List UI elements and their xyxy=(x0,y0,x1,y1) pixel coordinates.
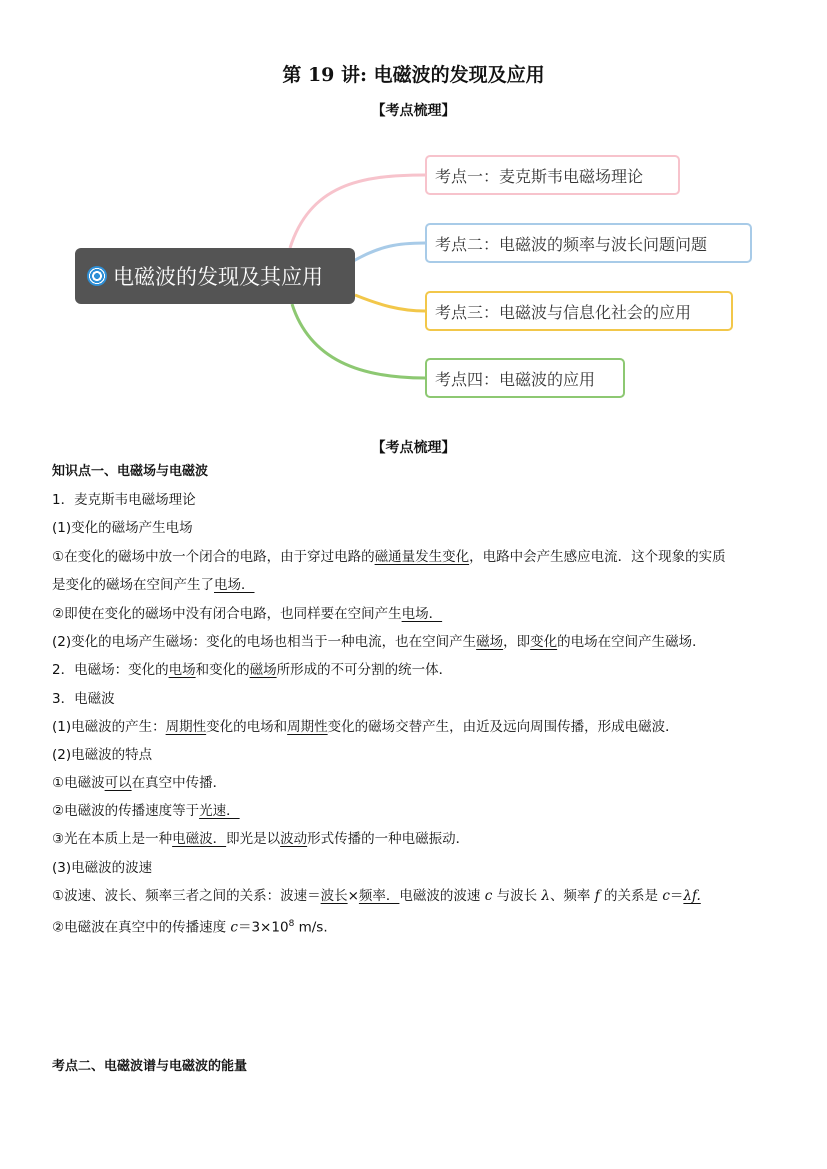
paragraph-vacuum: ①电磁波可以在真空中传播． xyxy=(52,775,227,791)
subsection-changing-magnetic: (1)变化的磁场产生电场 xyxy=(52,520,193,536)
paragraph-light: ③光在本质上是一种电磁波．即光是以波动形式传播的一种电磁振动． xyxy=(52,831,470,847)
center-label: 电磁波的发现及其应用 xyxy=(113,265,323,289)
branch-topic-4: 考点四：电磁波的应用 xyxy=(425,358,625,398)
answer-blank: 波动 xyxy=(280,831,308,847)
paragraph-1: ①在变化的磁场中放一个闭合的电路，由于穿过电路的磁通量发生变化，电路中会产生感应电流．这个现象的实质 xyxy=(52,549,726,565)
section-heading-summary-2: 【考点梳理】 xyxy=(371,440,456,456)
page-title: 第 19 讲: 电磁波的发现及应用 xyxy=(282,64,545,86)
answer-blank: 磁场 xyxy=(476,634,504,650)
paragraph-3: (2)变化的电场产生磁场：变化的电场也相当于一种电流，也在空间产生磁场，即变化的电场在空间产生磁场． xyxy=(52,634,706,650)
connector-2 xyxy=(350,243,425,263)
mind-map-center-node xyxy=(75,248,355,304)
mind-map xyxy=(70,145,770,410)
connector-3 xyxy=(355,295,425,311)
paragraph-vacuum-speed: ②电磁波在真空中的传播速度 $c=3\times 10^8$ m/s. xyxy=(52,919,328,936)
answer-blank: 频率． xyxy=(358,888,400,904)
answer-blank: 周期性 xyxy=(287,719,328,735)
answer-blank: 波长 xyxy=(320,888,348,904)
answer-blank: 磁场 xyxy=(249,662,277,678)
subsection-characteristics: (2)电磁波的特点 xyxy=(52,747,153,763)
subsection-em-wave: 3．电磁波 xyxy=(52,691,115,707)
section-heading-summary: 【考点梳理】 xyxy=(371,103,456,119)
answer-blank: 电场 xyxy=(168,662,196,678)
knowledge-point-1-heading: 知识点一、电磁场与电磁波 xyxy=(52,464,209,479)
answer-blank: 电场． xyxy=(401,606,443,622)
paragraph-em-wave-generation: (1)电磁波的产生：周期性变化的电场和周期性变化的磁场交替产生，由近及远向周围传播，形成电磁波． xyxy=(52,719,679,735)
paragraph-em-field: 2．电磁场：变化的电场和变化的磁场所形成的不可分割的统一体． xyxy=(52,662,453,678)
connector-4 xyxy=(292,304,425,378)
paragraph-speed: ②电磁波的传播速度等于光速． xyxy=(52,803,240,819)
subsection-wave-speed: (3)电磁波的波速 xyxy=(52,860,153,876)
connector-1 xyxy=(290,175,425,248)
branch-topic-1: 考点一：麦克斯韦电磁场理论 xyxy=(425,155,680,195)
knowledge-point-2-heading: 考点二、电磁波谱与电磁波的能量 xyxy=(52,1059,248,1074)
answer-blank: 可以 xyxy=(104,775,132,791)
answer-blank: λf. xyxy=(683,888,701,904)
subsection-maxwell: 1．麦克斯韦电磁场理论 xyxy=(52,492,196,508)
paragraph-2: ②即使在变化的磁场中没有闭合电路，也同样要在空间产生电场． xyxy=(52,606,443,622)
answer-blank: 电磁波． xyxy=(172,831,227,847)
answer-blank: 周期性 xyxy=(165,719,207,735)
answer-blank: 磁通量发生变化 xyxy=(374,549,470,565)
answer-blank: 光速． xyxy=(199,803,240,819)
paragraph-1-cont: 是变化的磁场在空间产生了电场． xyxy=(52,577,255,593)
answer-blank: 电场． xyxy=(214,577,255,593)
branch-topic-2: 考点二：电磁波的频率与波长问题问题 xyxy=(425,223,752,263)
branch-topic-3: 考点三：电磁波与信息化社会的应用 xyxy=(425,291,733,331)
answer-blank: 变化 xyxy=(530,634,558,650)
paragraph-relation: ①波速、波长、频率三者之间的关系：波速＝波长×频率．电磁波的波速 c 与波长 λ、频率 f 的关系是 c＝λf. xyxy=(52,888,701,904)
target-icon xyxy=(87,266,107,286)
